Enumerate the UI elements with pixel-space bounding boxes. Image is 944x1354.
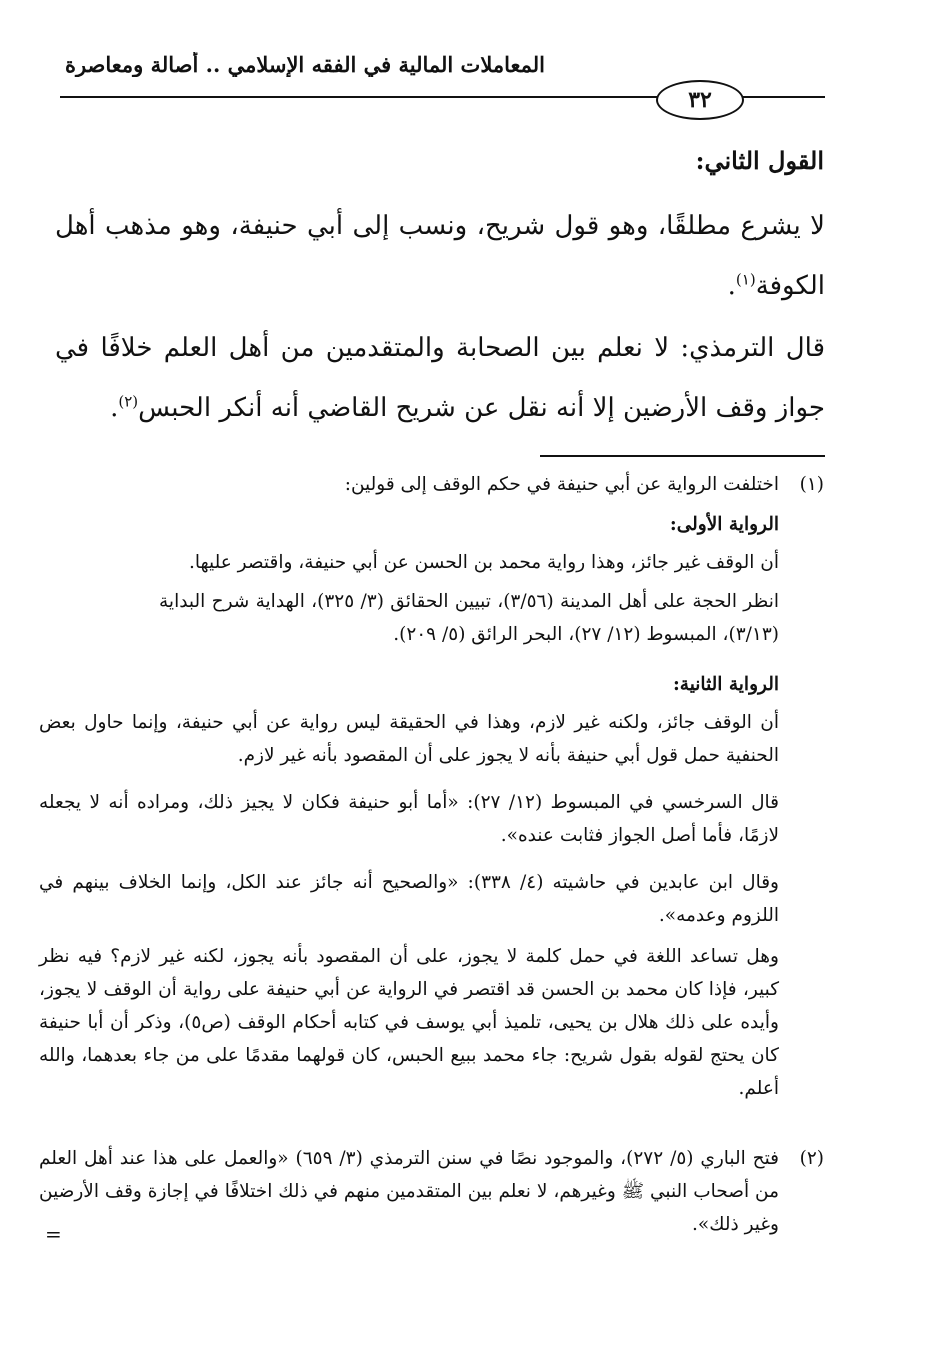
footnote-1-number: (١)	[799, 474, 824, 495]
footnote-ref-1[interactable]: (١)	[735, 270, 756, 289]
footnote-1-r1-p2: انظر الحجة على أهل المدينة (٣/٥٦)، تبيين الحقائق (٣/ ٣٢٥)، الهداية شرح البداية (٣/١٣)، المبسوط (١٢/ ٢٧)، البحر الرائق (٥/ ٢٠٩).	[159, 591, 779, 645]
footnote-1-r2-title: الرواية الثانية:	[672, 674, 779, 695]
footnote-1-r2-p3: وقال ابن عابدين في حاشيته (٤/ ٣٣٨): «والصحيح أنه جائز عند الكل، وإنما الخلاف بينهم في اللزوم وعدمه».	[39, 872, 779, 926]
paragraph-2-text: قال الترمذي: لا نعلم بين الصحابة والمتقدمين من أهل العلم خلافًا في جواز وقف الأرضين إلا أنه نقل عن شريح القاضي أنه أنكر الحبس	[55, 333, 825, 423]
footnote-1-r2-p2: قال السرخسي في المبسوط (١٢/ ٢٧): «أما أبو حنيفة فكان لا يجيز ذلك، ومراده أنه لا يجعله لازمًا، فأما أصل الجواز فثابت عنده».	[39, 792, 779, 846]
footnote-2-number: (٢)	[799, 1148, 824, 1169]
page-number	[656, 80, 744, 120]
footnote-1-intro: اختلفت الرواية عن أبي حنيفة في حكم الوقف إلى قولين:	[344, 474, 779, 495]
footnote-2-text: فتح الباري (٥/ ٢٧٢)، والموجود نصًا في سنن الترمذي (٣/ ٦٥٩) «والعمل على هذا عند أهل العلم من أصحاب النبي ﷺ وغيرهم، لا نعلم بين المتقدمين منهم في ذلك اختلافًا في إجازة وقف الأرضين وغير ذلك».	[39, 1148, 779, 1235]
paragraph-2: قال الترمذي: لا نعلم بين الصحابة والمتقدمين من أهل العلم خلافًا في جواز وقف الأرضين إلا أنه نقل عن شريح القاضي أنه أنكر الحبس$^{(٢)}$.	[55, 333, 825, 423]
footnote-1-r2-p4: وهل تساعد اللغة في حمل كلمة لا يجوز، على أن المقصود بأنه يجوز، لكنه غير لازم؟ فيه نظر كبير، فإذا كان محمد بن الحسن قد اقتصر في الرواية عن أبي حنيفة على رواية أن الوقف لا يجوز، وأيده على ذلك هلال بن يحيى، تلميذ أبي يوسف في كتابه أحكام الوقف (ص٥)، وذكر أن أبا حنيفة كان يحتج لقوله بقول شريح: جاء محمد ببيع الحبس، كان قولهما مقدمًا على من جاء بعدهما، والله أعلم.	[39, 946, 779, 1099]
footnote-1-r1-p1: أن الوقف غير جائز، وهذا رواية محمد بن الحسن عن أبي حنيفة، واقتصر عليها.	[189, 552, 779, 573]
footnote-separator	[540, 455, 825, 457]
footnote-ref-2[interactable]: (٢)	[118, 392, 139, 411]
paragraph-1: لا يشرع مطلقًا، وهو قول شريح، ونسب إلى أبي حنيفة، وهو مذهب أهل الكوفة$^{(١)}$.	[55, 211, 825, 301]
footnote-1-r1-title: الرواية الأولى:	[669, 514, 779, 535]
section-heading: القول الثاني:	[695, 146, 824, 175]
footnote-1-r2-p1: أن الوقف جائز، ولكنه غير لازم، وهذا في الحقيقة ليس رواية عن أبي حنيفة، وإنما حاول بعض الحنفية حمل قول أبي حنيفة بأنه لا يجوز على أن المقصود بأنه غير لازم.	[39, 712, 779, 766]
continuation-mark: =	[45, 1222, 62, 1246]
page-number-text: ٣٢	[688, 87, 712, 113]
paragraph-1-text: لا يشرع مطلقًا، وهو قول شريح، ونسب إلى أبي حنيفة، وهو مذهب أهل الكوفة	[55, 211, 825, 301]
running-title: المعاملات المالية في الفقه الإسلامي .. أصالة ومعاصرة	[64, 52, 545, 77]
